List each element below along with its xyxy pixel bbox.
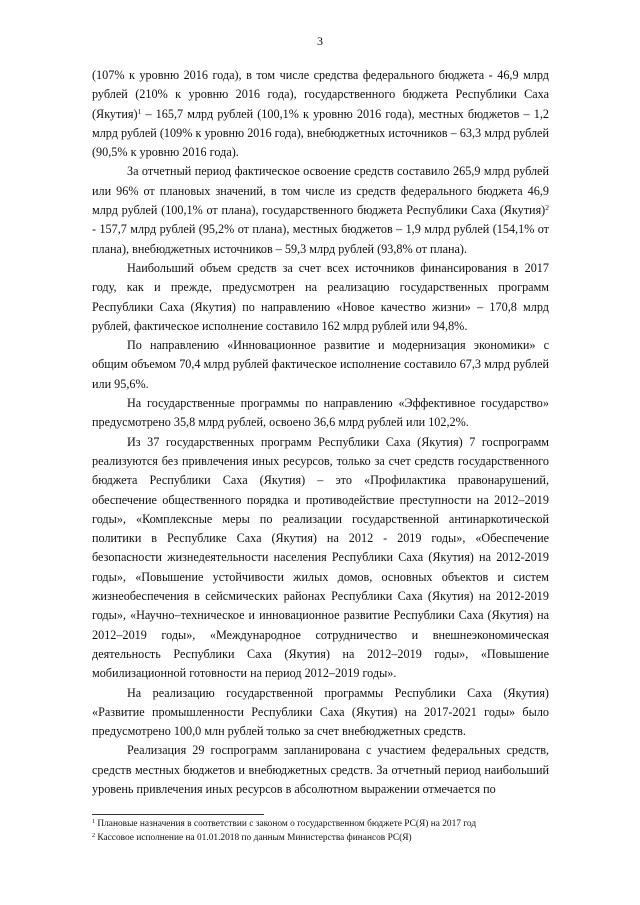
paragraph-3: Наибольший объем средств за счет всех источников финансирования в 2017 году, как и прежде, предусмотрен на реализацию государственных программ Республики Саха (Якутия) по направлению «Новое качество жизни» – 170,8 млрд рублей, фактическое исполнение составило 162 млрд рублей или 94,8%. — [92, 260, 549, 333]
footnote-ref-2: 2 — [545, 203, 549, 213]
footnotes — [92, 818, 552, 845]
footnote-1 — [92, 818, 552, 832]
paragraph-1-text-b: – 165,7 млрд рублей (100,1% к уровню 2016 года), местных бюджетов – 1,2 млрд рублей (109% к уровню 2016 года), внебюджетных источников – 63,3 млрд рублей (90,5% к уровню 2016 года). — [92, 106, 549, 160]
footnote-1-mark: 1 — [92, 819, 95, 825]
paragraph-2 — [92, 162, 549, 258]
paragraph-1-text-a: (107% к уровню 2016 года), в том числе средства федерального бюджета - 46,9 млрд рублей (210% к уровню 2016 года), государственного бюджета Республики Саха (Якутия) — [92, 68, 549, 121]
paragraph-1 — [92, 66, 549, 162]
paragraph-8: Реализация 29 госпрограмм запланирована с участием федеральных средств, средств местных бюджетов и внебюджетных средств. За отчетный период наибольший уровень привлечения иных ресурсов в абсолютном выражении отмечается по — [92, 743, 549, 796]
footnote-2-mark: 2 — [92, 832, 95, 839]
footnote-1-text: Плановые назначения в соответствии с законом о государственном бюджете РС(Я) на 2017 год — [95, 819, 477, 829]
paragraph-4: По направлению «Инновационное развитие и модернизация экономики» с общим объемом 70,4 млрд рублей фактическое исполнение составило 67,3 млрд рублей или 95,6%. — [92, 338, 549, 391]
paragraph-6: Из 37 государственных программ Республики Саха (Якутия) 7 госпрограмм реализуются без привлечения иных ресурсов, только за счет средств государственного бюджета Республики Саха (Якутия) – это «Профилактика правонарушений, обеспечение общественного порядка и противодействие преступности на 2012–2019 годы», «Комплексные меры по реализации государственной антинаркотической политики в Республике Саха (Якутия) на 2012 - 2019 годы», «Обеспечение безопасности жизнедеятельности населения Республики Саха (Якутия) на 2012-2019 годы», «Повышение устойчивости жилых домов, основных объектов и систем жизнеобеспечения в сейсмических районах Республики Саха (Якутия) на 2012-2019 годы», «Научно–техническое и инновационное развитие Республики Саха (Якутия) на 2012–2019 годы», «Международное сотрудничество и внешнеэкономическая деятельность Республики Саха (Якутия) на 2012–2019 годы», «Повышение мобилизационной готовности на период 2012–2019 годы». — [92, 434, 549, 681]
footnote-ref-1: 1 — [137, 106, 142, 116]
page-number: 3 — [317, 34, 323, 48]
footnote-2 — [92, 832, 552, 846]
footnote-separator — [92, 814, 264, 815]
paragraph-7: На реализацию государственной программы Республики Саха (Якутия) «Развитие промышленности Республики Саха (Якутия) на 2017-2021 годы» было предусмотрено 100,0 млн рублей только за счет внебюджетных средств. — [92, 685, 549, 739]
footnote-2-text: Кассовое исполнение на 01.01.2018 по данным Министерства финансов РС(Я) — [95, 832, 412, 843]
body-text — [92, 66, 549, 799]
paragraph-2-text-a: За отчетный период фактическое освоение средств составило 265,9 млрд рублей или 96% от плановых значений, в том числе из средств федерального бюджета 46,9 млрд рублей (100,1% от плана), государственного бюджета Республики Саха (Якутия) — [92, 164, 549, 218]
paragraph-5: На государственные программы по направлению «Эффективное государство» предусмотрено 35,8 млрд рублей, освоено 36,6 млрд рублей или 102,2%. — [92, 396, 549, 430]
paragraph-2-text-b: - 157,7 млрд рублей (95,2% от плана), местных бюджетов – 1,9 млрд рублей (154,1% от плана), внебюджетных источников – 59,3 млрд рублей (93,8% от плана). — [92, 222, 549, 256]
